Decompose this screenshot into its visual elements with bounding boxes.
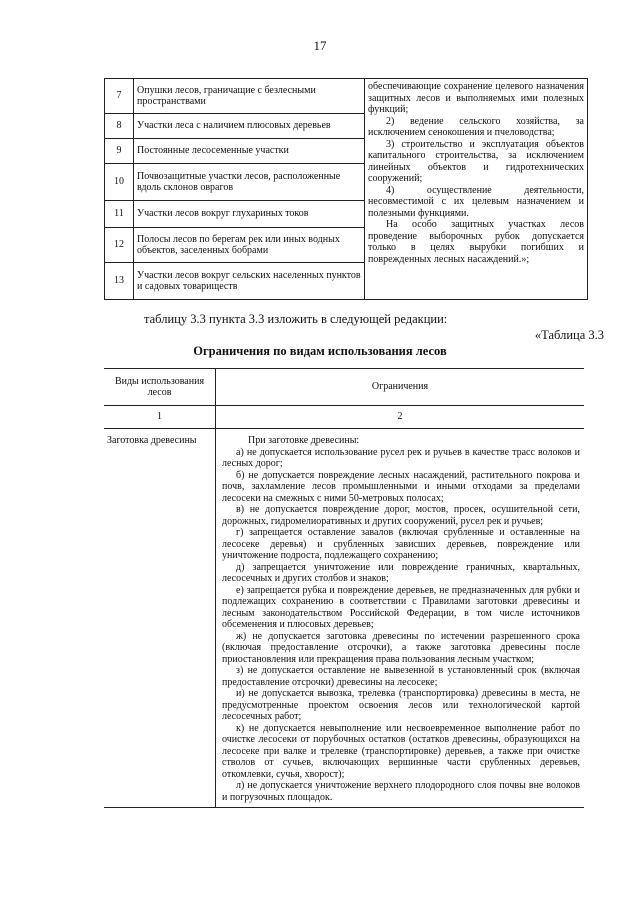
restriction-paragraph: г) запрещается оставление завалов (включая срубленные и оставленные на лесосеке деревья) и срубленных зависших деревьев, повреждение или уничтожение подроста, подлежащего сохранению; — [222, 527, 580, 561]
row-name: Участки леса с наличием плюсовых деревьев — [134, 114, 365, 139]
row-name: Постоянные лесосеменные участки — [134, 139, 365, 164]
row-number: 8 — [105, 114, 134, 139]
row-name: Участки лесов вокруг глухариных токов — [134, 201, 365, 228]
intro-text: таблицу 3.3 пункта 3.3 изложить в следующей редакции: — [144, 312, 448, 326]
row-number: 7 — [105, 79, 134, 114]
restriction-paragraph: и) не допускается вывозка, трелевка (транспортировка) древесины в места, не предусмотренные проектом освоения лесов или технологической картой лесосечных работ; — [222, 688, 580, 722]
restriction-paragraph: з) не допускается оставление не вывезенной в установленный срок (включая предоставление отсрочки) древесины на лесосеке; — [222, 665, 580, 688]
restriction-paragraph: л) не допускается уничтожение верхнего плодородного слоя почвы вне волоков и погрузочных площадок. — [222, 780, 580, 803]
row-name: Участки лесов вокруг сельских населенных пунктов и садовых товариществ — [134, 263, 365, 300]
header-row — [104, 369, 584, 406]
restriction-paragraph: е) запрещается рубка и повреждение деревьев, не предназначенных для рубки и подлежащих сохранению в соответствии с Правилами заготовки древесины и лесным законодательством Российской Федерации, в том числе источников обсеменения и плюсовых деревьев; — [222, 584, 580, 630]
row-name: Почвозащитные участки лесов, расположенные вдоль склонов оврагов — [134, 164, 365, 201]
col-number-2: 2 — [216, 406, 585, 429]
table-row — [104, 429, 584, 808]
restriction-paragraph: 4) осуществление деятельности, несовместимой с их целевым назначением и полезными функциями. — [368, 184, 584, 219]
row-name: Полосы лесов по берегам рек или иных водных объектов, заселенных бобрами — [134, 228, 365, 263]
row-name: Опушки лесов, граничащие с безлесными пространствами — [134, 79, 365, 114]
table-title: Ограничения по видам использования лесов — [193, 344, 447, 358]
restriction-paragraph: При заготовке древесины: — [248, 435, 360, 446]
restriction-paragraph: ж) не допускается заготовка древесины по истечении разрешенного срока (включая предоставление отсрочки), а также заготовка древесины после приостановления или прекращения права пользования лесным участком; — [222, 630, 580, 665]
use-kind: Заготовка древесины — [104, 429, 216, 808]
table-row — [105, 79, 588, 114]
col-header-restrictions: Ограничения — [216, 369, 585, 406]
row-number: 13 — [105, 263, 134, 300]
forest-use-restrictions-table — [104, 368, 584, 808]
restriction-paragraph: обеспечивающие сохранение целевого назначения защитных лесов и выполняемых ими полезных функций; — [368, 81, 584, 115]
restriction-paragraph: б) не допускается повреждение лесных насаждений, растительного покрова и почв, захламление лесов промышленными и иными отходами за пределами лесосеки на смежных с ними 50-метровых полосах; — [222, 469, 580, 504]
restriction-paragraph: к) не допускается невыполнение или несвоевременное выполнение работ по очистке лесосеки от порубочных остатков (остатков древесины, образующихся на лесосеке при валке и трелевке (транспортировке) деревьев, а также при очистке стволов от сучьев, включающих вершинные части срубленных деревьев, откомлевки, сучья, хворост); — [222, 722, 580, 780]
restrictions-cell — [365, 79, 588, 300]
row-number: 12 — [105, 228, 134, 263]
row-number: 11 — [105, 201, 134, 228]
col-header-kind: Виды использования лесов — [104, 369, 216, 406]
table-label: «Таблица 3.3 — [534, 328, 604, 342]
page-number: 17 — [313, 38, 327, 53]
restriction-paragraph: а) не допускается использование русел рек и ручьев в качестве трасс волоков и лесных дорог; — [222, 446, 580, 469]
restriction-paragraph: 2) ведение сельского хозяйства, за исключением сенокошения и пчеловодства; — [368, 115, 584, 138]
restriction-paragraph: д) запрещается уничтожение или повреждение граничных, квартальных, лесосечных и других столбов и знаков; — [222, 561, 580, 584]
row-number: 9 — [105, 139, 134, 164]
column-number-row — [104, 406, 584, 429]
restriction-paragraph: 3) строительство и эксплуатация объектов капитального строительства, за исключением линейных объектов и гидротехнических сооружений; — [368, 138, 584, 184]
protective-areas-table — [104, 78, 588, 300]
restrictions-text — [216, 429, 585, 808]
col-number-1: 1 — [104, 406, 216, 429]
restriction-paragraph: в) не допускается повреждение дорог, мостов, просек, осушительной сети, дорожных, гидромелиоративных и других сооружений, русел рек и ручьев; — [222, 504, 580, 527]
row-number: 10 — [105, 164, 134, 201]
restriction-paragraph: На особо защитных участках лесов проведение выборочных рубок допускается только в целях вырубки погибших и поврежденных лесных насаждений.»; — [368, 219, 584, 265]
